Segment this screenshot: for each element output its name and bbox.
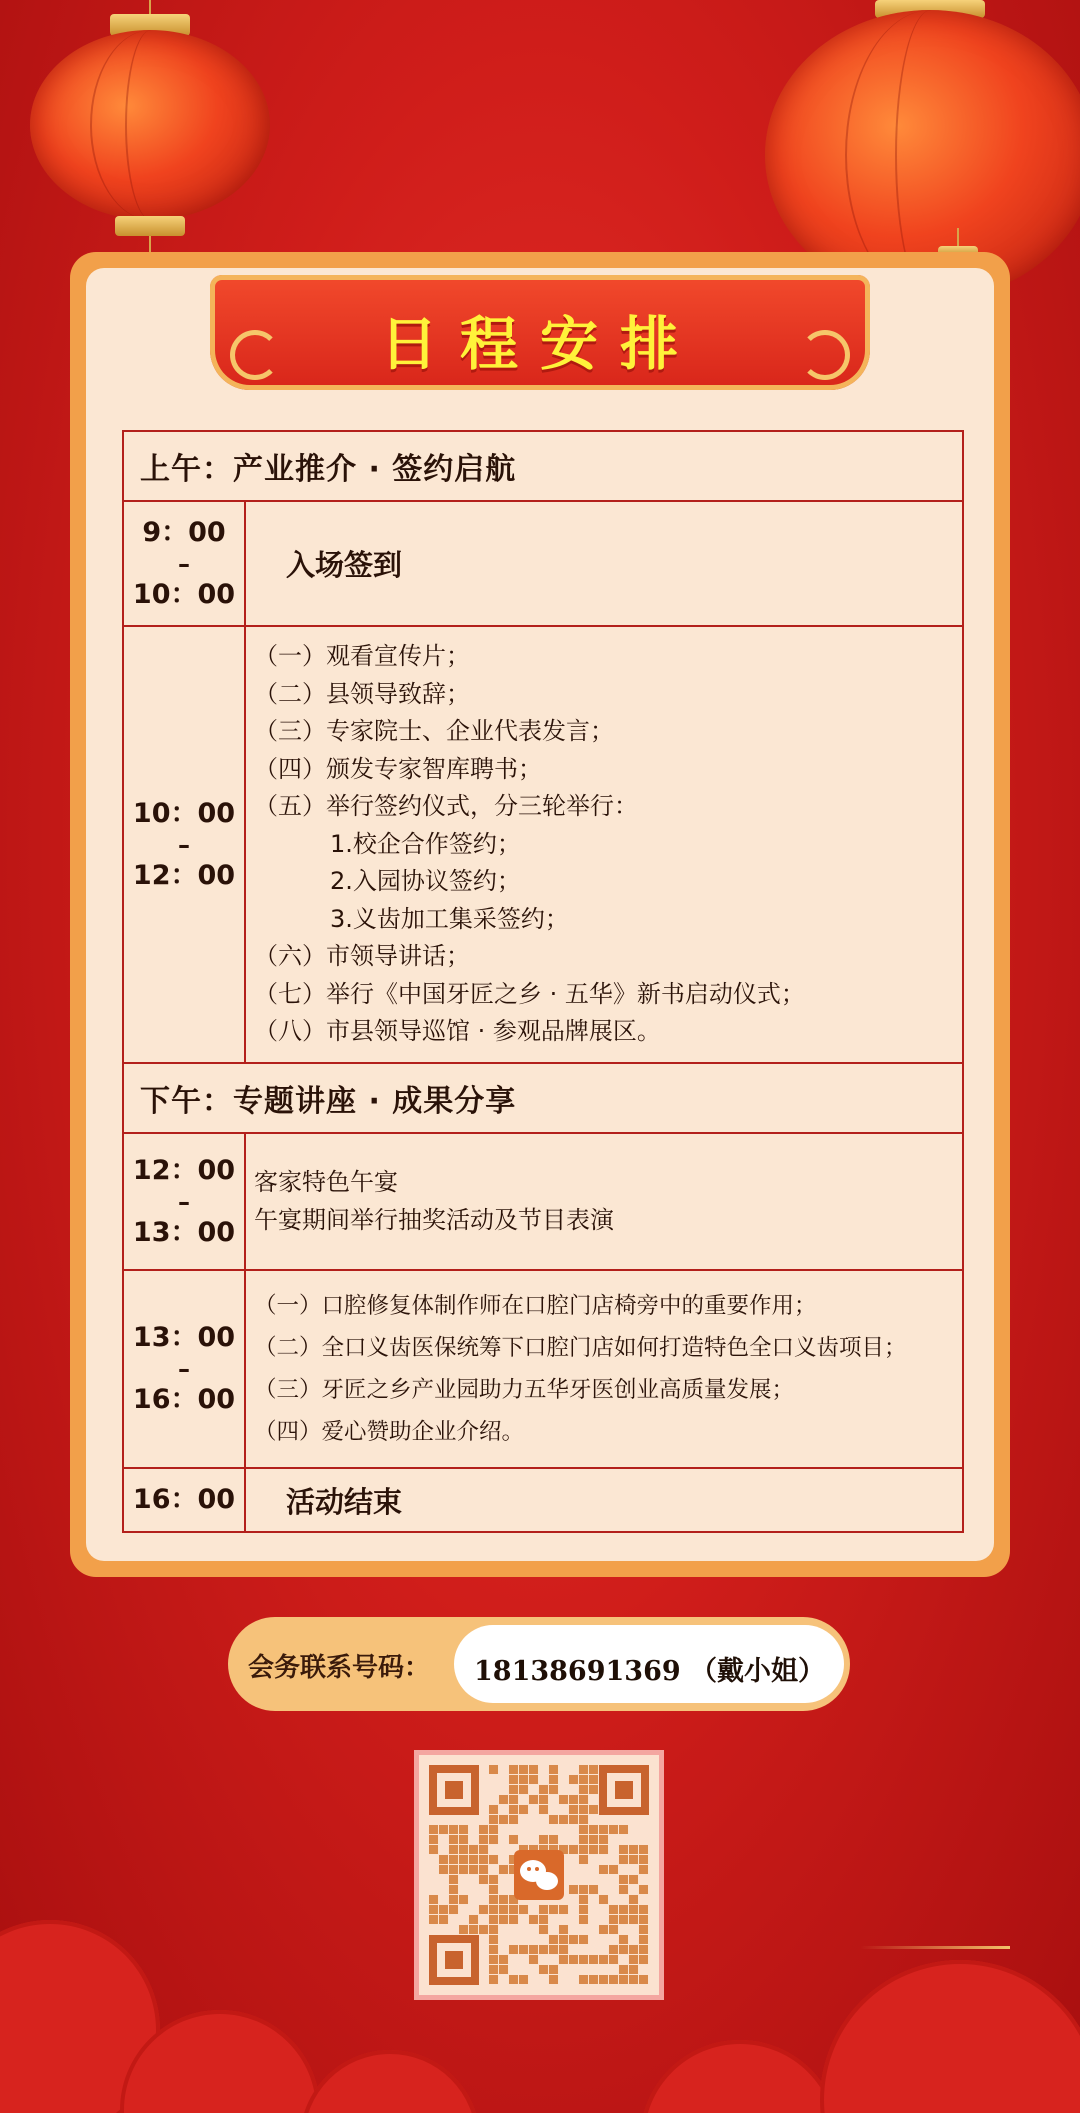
- title-banner: [210, 275, 870, 390]
- contact-pill: [454, 1625, 844, 1703]
- cloud-decoration: [640, 2040, 840, 2113]
- time-cell: [123, 1468, 245, 1532]
- list-item: （四）颁发专家智库聘书；: [254, 754, 542, 783]
- list-item: （六）市领导讲话；: [254, 942, 470, 971]
- page-title: 日程安排: [379, 310, 700, 378]
- time-dash: –: [178, 830, 190, 859]
- time-start: 9：00: [142, 516, 226, 548]
- list-item: （二）县领导致辞；: [254, 679, 470, 708]
- section-header-afternoon: [123, 1063, 963, 1133]
- contact-label: 会务联系号码：: [248, 1653, 431, 1683]
- time-start: 12：00: [132, 1154, 236, 1186]
- list-subitem: 2.入园协议签约；: [330, 867, 521, 896]
- time-dash: –: [178, 1187, 190, 1216]
- time-end: 16：00: [132, 1384, 236, 1415]
- event-end: 活动结束: [245, 1468, 963, 1532]
- table-row: [123, 501, 963, 626]
- time-dash: –: [178, 549, 190, 578]
- list-item: 客家特色午宴: [254, 1168, 398, 1196]
- time-cell: [123, 501, 245, 626]
- list-item: （五）举行签约仪式，分三轮举行：: [254, 792, 638, 821]
- list-item: （三）专家院士、企业代表发言；: [254, 717, 614, 746]
- schedule-table: [122, 430, 964, 1533]
- time-dash: –: [178, 1355, 190, 1383]
- list-item: （一）口腔修复体制作师在口腔门店椅旁中的重要作用；: [254, 1293, 817, 1319]
- event-list-lunch: [245, 1133, 963, 1270]
- cloud-decoration: [820, 1960, 1080, 2113]
- table-row: [123, 1468, 963, 1532]
- qr-pattern: [429, 1765, 649, 1985]
- afternoon-heading: 下午：专题讲座 · 成果分享: [123, 1063, 963, 1133]
- qr-code[interactable]: [414, 1750, 664, 2000]
- list-item: 午宴期间举行抽奖活动及节目表演: [254, 1205, 614, 1234]
- table-row: [123, 1133, 963, 1270]
- morning-heading: 上午：产业推介 · 签约启航: [123, 431, 963, 501]
- contact-phone[interactable]: 18138691369 （戴小姐）: [474, 1656, 826, 1687]
- contact-bar: [228, 1617, 850, 1711]
- event-list-lectures: [245, 1270, 963, 1468]
- time-end: 12：00: [132, 859, 236, 891]
- time-cell: [123, 1133, 245, 1270]
- list-item: （四）爱心赞助企业介绍。: [254, 1419, 525, 1445]
- cloud-decoration: [300, 2050, 480, 2113]
- list-item: （七）举行《中国牙匠之乡 · 五华》新书启动仪式；: [254, 979, 805, 1008]
- event-list-morning: [245, 626, 963, 1063]
- table-row: [123, 1270, 963, 1468]
- list-subitem: 3.义齿加工集采签约；: [330, 904, 569, 933]
- list-item: （三）牙匠之乡产业园助力五华牙医创业高质量发展；: [254, 1377, 795, 1403]
- time-end: 10：00: [132, 578, 236, 610]
- time-start: 13：00: [132, 1322, 236, 1353]
- time-start: 16：00: [132, 1484, 236, 1515]
- time-cell: [123, 626, 245, 1063]
- table-row: [123, 626, 963, 1063]
- gold-line-decoration: [860, 1946, 1010, 1949]
- lantern-top-left: [30, 0, 270, 260]
- list-item: （一）观看宣传片；: [254, 642, 470, 671]
- event-checkin: 入场签到: [245, 501, 963, 626]
- list-item: （二）全口义齿医保统筹下口腔门店如何打造特色全口义齿项目；: [254, 1335, 907, 1361]
- list-subitem: 1.校企合作签约；: [330, 829, 521, 858]
- time-cell: [123, 1270, 245, 1468]
- time-start: 10：00: [132, 797, 236, 829]
- time-end: 13：00: [132, 1216, 236, 1248]
- list-item: （八）市县领导巡馆 · 参观品牌展区。: [254, 1017, 661, 1046]
- section-header-morning: [123, 431, 963, 501]
